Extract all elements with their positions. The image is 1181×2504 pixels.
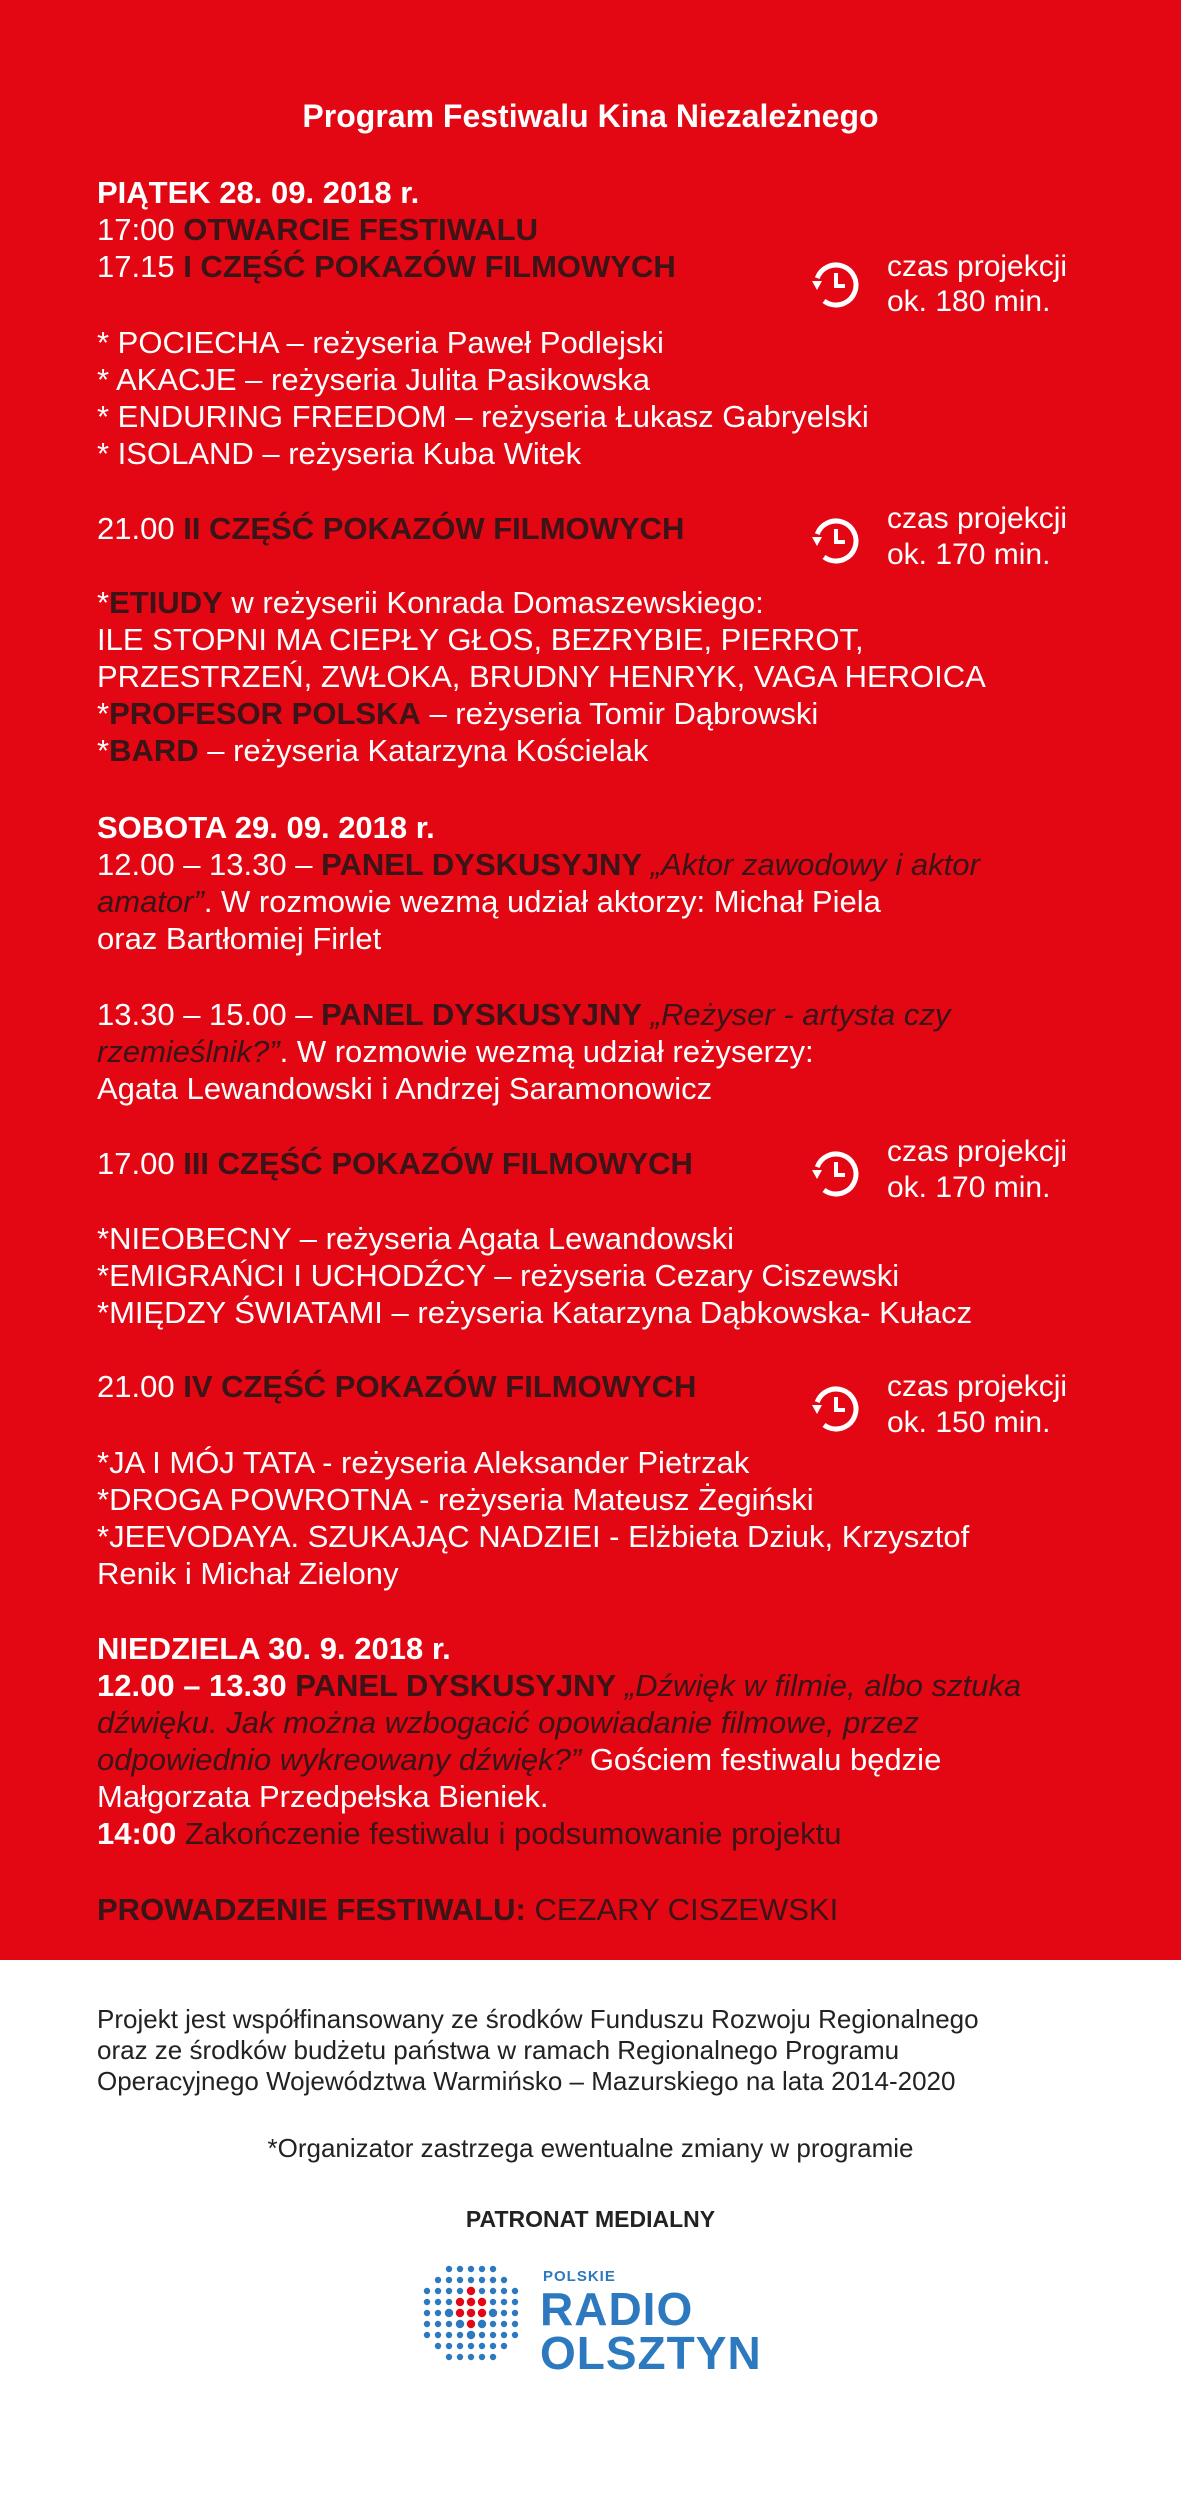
logo-dot: [468, 2266, 474, 2272]
part2-label: II CZĘŚĆ POKAZÓW FILMOWYCH: [183, 511, 685, 546]
closing-line: [97, 1815, 841, 1852]
logo-dot: [424, 2310, 430, 2316]
logo-dot: [435, 2299, 441, 2305]
logo-dot: [490, 2332, 496, 2338]
logo-dot: [479, 2332, 485, 2338]
sunday-panel-topic: odpowiednio wykreowany dźwięk?”: [97, 1742, 582, 1777]
clock-rewind-icon: [810, 1383, 862, 1435]
logo-dot: [490, 2266, 496, 2272]
logo-dot: [424, 2321, 430, 2327]
part2-duration-label: czas projekcji: [887, 502, 1068, 535]
part1-duration-value: ok. 180 min.: [887, 285, 1051, 318]
friday-opening: [97, 211, 538, 248]
logo-dot: [490, 2288, 496, 2294]
film-item: * POCIECHA – reżyseria Paweł Podlejski: [97, 325, 664, 360]
logo-dot: [435, 2310, 441, 2316]
logo-dot: [456, 2298, 464, 2306]
logo-dot: [479, 2343, 485, 2349]
logo-dot: [512, 2332, 518, 2338]
logo-dot: [446, 2321, 452, 2327]
part4-heading: [97, 1368, 696, 1405]
logo-dot: [512, 2310, 518, 2316]
panel2-label: PANEL DYSKUSYJNY: [321, 997, 643, 1032]
logo-dot: [435, 2277, 441, 2283]
clock-rewind-icon: [810, 515, 862, 567]
logo-dot: [467, 2331, 475, 2339]
part3-heading: [97, 1145, 693, 1182]
profesor-line: [97, 695, 818, 732]
panel2-topic: rzemieślnik?”: [97, 1034, 280, 1069]
panel1-topic: amator”: [97, 884, 204, 919]
logo-polskie: POLSKIE: [543, 2268, 616, 2285]
logo-dot: [501, 2321, 507, 2327]
film-item: * ENDURING FREEDOM – reżyseria Łukasz Gabryelski: [97, 399, 869, 434]
panel1-line1: [97, 846, 980, 883]
saturday-date: SOBOTA 29. 09. 2018 r.: [97, 810, 435, 845]
logo-dot: [479, 2266, 485, 2272]
etiudy-list: ILE STOPNI MA CIEPŁY GŁOS, BEZRYBIE, PIERROT,: [97, 622, 864, 657]
part4-label: IV CZĘŚĆ POKAZÓW FILMOWYCH: [183, 1369, 697, 1404]
panel2-line1: [97, 996, 950, 1033]
sunday-panel-line4: Małgorzata Przedpełska Bieniek.: [97, 1779, 549, 1814]
closing-time: 14:00: [97, 1816, 177, 1851]
film-item: *JA I MÓJ TATA - reżyseria Aleksander Pietrzak: [97, 1445, 750, 1480]
logo-radio: RADIO: [540, 2283, 694, 2335]
panel1-label: PANEL DYSKUSYJNY: [321, 847, 643, 882]
host-name: CEZARY CISZEWSKI: [525, 1892, 839, 1927]
logo-dot: [490, 2354, 496, 2360]
part2-time: 21.00: [97, 511, 184, 546]
part3-time: 17.00: [97, 1146, 184, 1181]
logo-dot: [490, 2343, 496, 2349]
logo-dot: [424, 2332, 430, 2338]
logo-dot: [467, 2320, 475, 2328]
panel2-topic: „Reżyser - artysta czy: [642, 997, 951, 1032]
etiudy-line: [97, 584, 764, 621]
logo-dot: [457, 2288, 463, 2294]
logo-dot: [446, 2299, 452, 2305]
panel2-line3: Agata Lewandowski i Andrzej Saramonowicz: [97, 1071, 713, 1106]
funding-line: Operacyjnego Województwa Warmińsko – Mazurskiego na lata 2014-2020: [97, 2066, 956, 2096]
logo-dot: [435, 2321, 441, 2327]
logo-dot: [501, 2277, 507, 2283]
logo-dot: [501, 2288, 507, 2294]
profesor-label: PROFESOR POLSKA: [109, 696, 421, 731]
profesor-director: – reżyseria Tomir Dąbrowski: [420, 696, 819, 731]
panel1-guests: . W rozmowie wezmą udział aktorzy: Michał Piela: [203, 884, 881, 919]
logo-dot: [457, 2354, 463, 2360]
funding-line: Projekt jest współfinansowany ze środków Funduszu Rozwoju Regionalnego: [97, 2004, 979, 2034]
logo-dot: [478, 2298, 486, 2306]
logo-dot: [446, 2266, 452, 2272]
logo-dot: [457, 2332, 463, 2338]
disclaimer: *Organizator zastrzega ewentualne zmiany w programie: [267, 2133, 914, 2163]
bard-label: BARD: [109, 733, 199, 768]
star-mark: *: [97, 733, 110, 768]
clock-rewind-icon: [810, 259, 862, 311]
star-mark: *: [97, 696, 110, 731]
logo-dot: [435, 2332, 441, 2338]
logo-dot: [479, 2277, 485, 2283]
panel2-line2: [97, 1033, 814, 1070]
logo-dot: [501, 2332, 507, 2338]
sunday-date: NIEDZIELA 30. 9. 2018 r.: [97, 1631, 451, 1666]
logo-dot: [501, 2299, 507, 2305]
logo-dot: [457, 2343, 463, 2349]
logo-dot: [512, 2299, 518, 2305]
opening-label: OTWARCIE FESTIWALU: [183, 212, 538, 247]
closing-label: Zakończenie festiwalu i podsumowanie projektu: [176, 1816, 842, 1851]
bard-line: [97, 732, 648, 769]
logo-dot: [424, 2299, 430, 2305]
bard-director: – reżyseria Katarzyna Kościelak: [198, 733, 649, 768]
clock-rewind-icon: [810, 1148, 862, 1200]
film-item: *DROGA POWROTNA - reżyseria Mateusz Żegiński: [97, 1482, 814, 1517]
page-title: Program Festiwalu Kina Niezależnego: [302, 98, 879, 134]
logo-dot: [468, 2343, 474, 2349]
etiudy-director: w reżyserii Konrada Domaszewskiego:: [222, 585, 764, 620]
logo-dot: [435, 2288, 441, 2294]
logo-olsztyn: OLSZTYN: [540, 2327, 762, 2379]
etiudy-label: ETIUDY: [109, 585, 223, 620]
logo-dot: [446, 2343, 452, 2349]
part4-duration-label: czas projekcji: [887, 1370, 1068, 1403]
logo-dot: [478, 2309, 486, 2317]
logo-dot: [501, 2343, 507, 2349]
film-item: * ISOLAND – reżyseria Kuba Witek: [97, 436, 582, 471]
logo-dot: [501, 2310, 507, 2316]
funding-line: oraz ze środków budżetu państwa w ramach Regionalnego Programu: [97, 2035, 900, 2065]
sunday-panel-guest: Gościem festiwalu będzie: [581, 1742, 942, 1777]
part3-label: III CZĘŚĆ POKAZÓW FILMOWYCH: [183, 1146, 693, 1181]
panel2-time: 13.30 – 15.00 –: [97, 997, 322, 1032]
film-item: Renik i Michał Zielony: [97, 1556, 399, 1591]
patron-heading: PATRONAT MEDIALNY: [465, 2206, 716, 2232]
part1-duration-label: czas projekcji: [887, 250, 1068, 283]
film-item: * AKACJE – reżyseria Julita Pasikowska: [97, 362, 651, 397]
logo-dot: [468, 2277, 474, 2283]
logo-dot: [467, 2287, 475, 2295]
logo-dot: [489, 2309, 497, 2317]
logo-dot: [490, 2277, 496, 2283]
part1-label: I CZĘŚĆ POKAZÓW FILMOWYCH: [183, 249, 676, 284]
panel1-topic: „Aktor zawodowy i aktor: [642, 847, 980, 882]
sunday-panel-label: PANEL DYSKUSYJNY: [295, 1668, 617, 1703]
logo-dot: [424, 2288, 430, 2294]
part2-heading: [97, 510, 684, 547]
etiudy-list: PRZESTRZEŃ, ZWŁOKA, BRUDNY HENRYK, VAGA HEROICA: [97, 659, 986, 694]
part1-heading: [97, 248, 676, 285]
part4-duration-value: ok. 150 min.: [887, 1406, 1051, 1439]
logo-dot: [512, 2288, 518, 2294]
friday-date: PIĄTEK 28. 09. 2018 r.: [97, 175, 420, 210]
part2-duration-value: ok. 170 min.: [887, 538, 1051, 571]
part1-time: 17.15: [97, 249, 184, 284]
logo-dot: [467, 2309, 475, 2317]
logo-dot: [468, 2354, 474, 2360]
sunday-panel-topic: dźwięku. Jak można wzbogacić opowiadanie filmowe, przez: [97, 1705, 919, 1740]
panel1-line3: oraz Bartłomiej Firlet: [97, 921, 382, 956]
panel1-time: 12.00 – 13.30 –: [97, 847, 322, 882]
logo-dot: [467, 2298, 475, 2306]
logo-dot: [446, 2332, 452, 2338]
host-label: PROWADZENIE FESTIWALU:: [97, 1892, 526, 1927]
logo-dot: [479, 2354, 485, 2360]
logo-dot: [479, 2288, 485, 2294]
logo-dot: [446, 2354, 452, 2360]
sunday-panel-line3: [97, 1741, 941, 1778]
film-item: *EMIGRAŃCI I UCHODŹCY – reżyseria Cezary Ciszewski: [97, 1258, 900, 1293]
part3-duration-label: czas projekcji: [887, 1135, 1068, 1168]
logo-dot: [478, 2320, 486, 2328]
logo-dot: [457, 2266, 463, 2272]
panel1-line2: [97, 883, 881, 920]
logo-dot: [456, 2309, 464, 2317]
opening-time: 17:00: [97, 212, 184, 247]
radio-olsztyn-logo-dots: [420, 2262, 522, 2364]
logo-dot: [446, 2288, 452, 2294]
film-item: *MIĘDZY ŚWIATAMI – reżyseria Katarzyna Dąbkowska- Kułacz: [97, 1295, 973, 1330]
logo-dot: [456, 2320, 464, 2328]
panel2-guests: . W rozmowie wezmą udział reżyserzy:: [279, 1034, 814, 1069]
logo-dot: [512, 2321, 518, 2327]
logo-dot: [446, 2277, 452, 2283]
logo-dot: [445, 2309, 453, 2317]
part3-duration-value: ok. 170 min.: [887, 1171, 1051, 1204]
star-mark: *: [97, 585, 110, 620]
logo-dot: [490, 2299, 496, 2305]
sunday-panel-time: 12.00 – 13.30: [97, 1668, 296, 1703]
film-item: *JEEVODAYA. SZUKAJĄC NADZIEI - Elżbieta Dziuk, Krzysztof: [97, 1519, 970, 1554]
sunday-panel-line1: [97, 1667, 1021, 1704]
host-line: [97, 1891, 838, 1928]
part4-time: 21.00: [97, 1369, 184, 1404]
sunday-panel-topic: „Dźwięk w filmie, albo sztuka: [616, 1668, 1022, 1703]
film-item: *NIEOBECNY – reżyseria Agata Lewandowski: [97, 1221, 734, 1256]
logo-dot: [457, 2277, 463, 2283]
logo-dot: [435, 2343, 441, 2349]
logo-dot: [490, 2321, 496, 2327]
